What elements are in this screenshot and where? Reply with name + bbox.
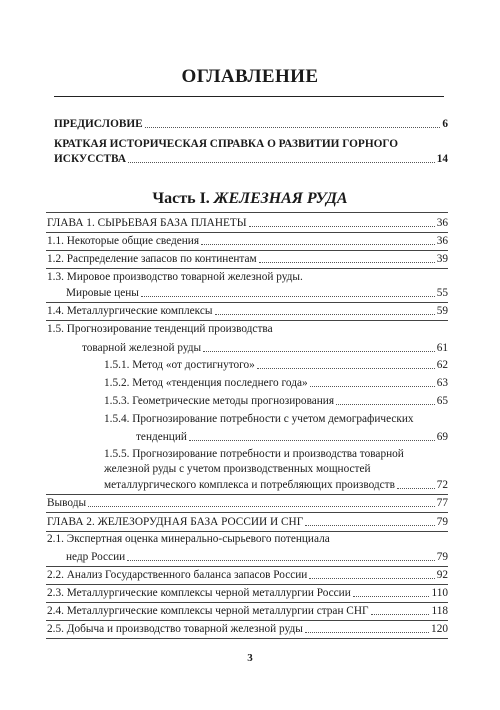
toc-page-number: 92 bbox=[436, 569, 448, 581]
dot-leader bbox=[259, 262, 435, 263]
toc-entry-text: тенденций bbox=[136, 431, 187, 443]
toc-entry-text: ГЛАВА 2. ЖЕЛЕЗОРУДНАЯ БАЗА РОССИИ И СНГ bbox=[47, 516, 304, 528]
dot-leader bbox=[215, 314, 435, 315]
toc-entry-text: 1.1. Некоторые общие сведения bbox=[47, 235, 200, 247]
toc-entry-preface[interactable] bbox=[54, 115, 448, 131]
toc-entry-text: Выводы bbox=[47, 497, 87, 509]
toc-entry-2-4[interactable] bbox=[47, 602, 448, 618]
toc-entry-2-2[interactable] bbox=[47, 566, 448, 582]
toc-entry-1-3-line: 1.3. Мировое производство товарной железной руды. bbox=[47, 271, 303, 283]
title-rule bbox=[54, 96, 444, 97]
toc-entry-2-5[interactable] bbox=[47, 620, 448, 636]
toc-page-number: 79 bbox=[436, 551, 448, 563]
dot-leader bbox=[310, 386, 435, 387]
toc-entry-text: ИСКУССТВА bbox=[54, 153, 127, 165]
toc-entry-2-1[interactable] bbox=[66, 548, 448, 564]
dot-leader bbox=[88, 506, 435, 507]
dot-leader bbox=[128, 162, 435, 163]
toc-page-number: 77 bbox=[436, 497, 448, 509]
section-rule bbox=[46, 212, 448, 213]
toc-page-number: 79 bbox=[436, 516, 448, 528]
toc-page-number: 118 bbox=[431, 605, 448, 617]
dot-leader bbox=[141, 296, 435, 297]
toc-page-number: 14 bbox=[436, 153, 448, 165]
toc-entry-text: ПРЕДИСЛОВИЕ bbox=[54, 118, 143, 130]
toc-entry-text: Мировые цены bbox=[66, 287, 139, 299]
toc-page-number: 62 bbox=[436, 359, 448, 371]
part-title: ЖЕЛЕЗНАЯ РУДА bbox=[213, 190, 348, 207]
dot-leader bbox=[249, 226, 435, 227]
dot-leader bbox=[305, 632, 429, 633]
toc-page-number: 59 bbox=[436, 305, 448, 317]
toc-entry-text: 1.5.2. Метод «тенденция последнего года» bbox=[104, 377, 308, 389]
dot-leader bbox=[201, 244, 435, 245]
toc-entry-text: 1.2. Распределение запасов по континентам bbox=[47, 253, 257, 265]
dot-leader bbox=[336, 404, 435, 405]
toc-entry-1-5-5[interactable] bbox=[104, 476, 448, 492]
dot-leader bbox=[309, 578, 434, 579]
toc-page-number: 65 bbox=[436, 395, 448, 407]
toc-entry-1-5-line: 1.5. Прогнозирование тенденций производства bbox=[47, 323, 273, 335]
toc-entry-text: ГЛАВА 1. СЫРЬЕВАЯ БАЗА ПЛАНЕТЫ bbox=[47, 217, 247, 229]
toc-entry-2-3[interactable] bbox=[47, 584, 448, 600]
dot-leader bbox=[203, 351, 435, 352]
toc-entry-text: 1.5.3. Геометрические методы прогнозирования bbox=[104, 395, 335, 407]
toc-entry-1-5-2[interactable] bbox=[104, 374, 448, 390]
toc-entry-chapter-1[interactable] bbox=[47, 214, 448, 230]
toc-page-number: 63 bbox=[436, 377, 448, 389]
toc-entry-text: 2.3. Металлургические комплексы черной металлургии России bbox=[47, 587, 351, 599]
part-heading bbox=[0, 190, 500, 208]
dot-leader bbox=[371, 614, 430, 615]
toc-entry-text: недр России bbox=[66, 551, 126, 563]
toc-page-number: 6 bbox=[442, 118, 448, 130]
toc-entry-1-5-5-line: 1.5.5. Прогнозирование потребности и производства товарной bbox=[104, 448, 404, 460]
toc-page-number: 39 bbox=[436, 253, 448, 265]
toc-entry-history[interactable] bbox=[54, 150, 448, 166]
toc-page-number: 69 bbox=[436, 431, 448, 443]
toc-entry-text: 1.4. Металлургические комплексы bbox=[47, 305, 213, 317]
toc-page-number: 110 bbox=[431, 587, 448, 599]
toc-entry-1-5-3[interactable] bbox=[104, 392, 448, 408]
toc-page-number: 120 bbox=[431, 623, 448, 635]
toc-entry-text: товарной железной руды bbox=[82, 342, 202, 354]
page-number: 3 bbox=[247, 652, 253, 664]
dot-leader bbox=[353, 596, 430, 597]
toc-entry-1-4[interactable] bbox=[47, 302, 448, 318]
toc-page-number: 61 bbox=[436, 342, 448, 354]
toc-entry-1-3[interactable] bbox=[66, 284, 448, 300]
section-rule bbox=[46, 268, 448, 269]
section-rule bbox=[46, 320, 448, 321]
toc-page-number: 55 bbox=[436, 287, 448, 299]
toc-entry-1-5-5-line: железной руды с учетом производственных мощностей bbox=[104, 463, 371, 475]
toc-entry-text: металлургического комплекса и потребляющих производств bbox=[104, 479, 395, 491]
toc-entry-chapter-2[interactable] bbox=[47, 513, 448, 529]
toc-entry-1-5-1[interactable] bbox=[104, 356, 448, 372]
toc-entry-1-5[interactable] bbox=[82, 339, 448, 355]
dot-leader bbox=[145, 127, 441, 128]
dot-leader bbox=[305, 525, 434, 526]
dot-leader bbox=[397, 488, 435, 489]
toc-entry-2-1-line: 2.1. Экспертная оценка минерально-сырьевого потенциала bbox=[47, 533, 330, 545]
section-rule bbox=[46, 531, 448, 532]
toc-entry-text: 2.5. Добыча и производство товарной железной руды bbox=[47, 623, 303, 635]
toc-entry-history-line: КРАТКАЯ ИСТОРИЧЕСКАЯ СПРАВКА О РАЗВИТИИ ГОРНОГО bbox=[54, 138, 399, 150]
toc-entry-1-5-4[interactable] bbox=[136, 428, 448, 444]
toc-entry-text: 2.2. Анализ Государственного баланса запасов России bbox=[47, 569, 308, 581]
dot-leader bbox=[257, 368, 435, 369]
part-label: Часть I. bbox=[152, 190, 210, 207]
page-title: ОГЛАВЛЕНИЕ bbox=[181, 66, 319, 87]
toc-entry-text: 2.4. Металлургические комплексы черной металлургии стран СНГ bbox=[47, 605, 369, 617]
section-rule bbox=[46, 638, 448, 639]
toc-page-number: 72 bbox=[436, 479, 448, 491]
toc-entry-conclusions[interactable] bbox=[47, 494, 448, 510]
dot-leader bbox=[189, 440, 435, 441]
toc-entry-1-2[interactable] bbox=[47, 250, 448, 266]
toc-entry-1-1[interactable] bbox=[47, 232, 448, 248]
dot-leader bbox=[127, 560, 435, 561]
toc-page-number: 36 bbox=[436, 217, 448, 229]
toc-page-number: 36 bbox=[436, 235, 448, 247]
toc-entry-1-5-4-line: 1.5.4. Прогнозирование потребности с учетом демографических bbox=[104, 413, 414, 425]
toc-entry-text: 1.5.1. Метод «от достигнутого» bbox=[104, 359, 255, 371]
